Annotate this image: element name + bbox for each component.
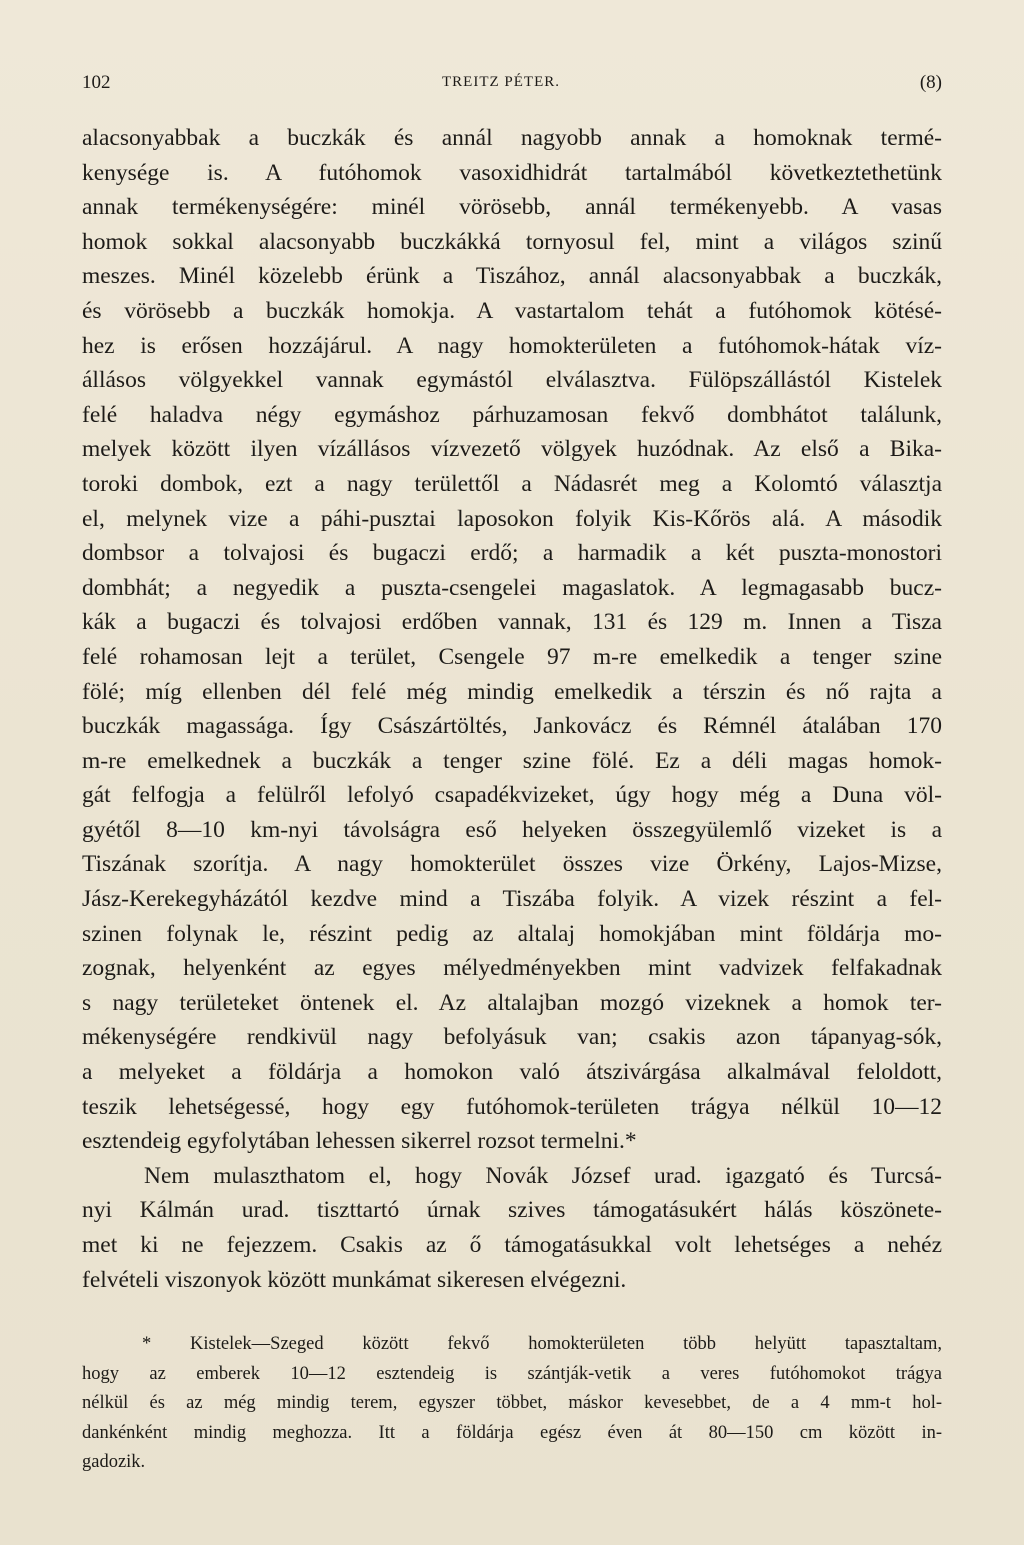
footnote — [82, 1330, 942, 1478]
text-line: a melyeket a földárja a homokon való átszivárgása alkalmával feloldott, — [82, 1059, 942, 1086]
text-line: felvételi viszonyok között munkámat sikeresen elvégezni. — [82, 1266, 627, 1293]
text-line: zognak, helyenként az egyes mélyedményekben mint vadvizek felfakadnak — [82, 955, 942, 982]
text-line: dombsor a tolvajosi és bugaczi erdő; a harmadik a két puszta-monostori — [82, 540, 942, 567]
footnote-line: gadozik. — [82, 1452, 146, 1473]
text-line: teszik lehetségessé, hogy egy futóhomok-területen trágya nélkül 10—12 — [82, 1093, 942, 1120]
running-title: TREITZ PÉTER. — [442, 74, 560, 90]
text-line: gyétől 8—10 km-nyi távolságra eső helyeken összegyülemlő vizeket is a — [82, 816, 942, 843]
footnote-line: dankénként mindig meghozza. Itt a földárja egész éven át 80—150 cm között in- — [82, 1422, 942, 1443]
text-line: gát felfogja a felülről lefolyó csapadékvizeket, úgy hogy még a Duna völ- — [82, 782, 942, 809]
text-line: homok sokkal alacsonyabb buczkákká tornyosul fel, mint a világos szinű — [82, 228, 942, 255]
text-line: Nem mulaszthatom el, hogy Novák József urad. igazgató és Turcsá- — [144, 1162, 942, 1189]
text-line: mékenységére rendkivül nagy befolyásuk van; csakis azon tápanyag-sók, — [82, 1024, 942, 1051]
text-line: Jász-Kerekegyházától kezdve mind a Tiszába folyik. A vizek részint a fel- — [82, 886, 942, 913]
footnote-line: nélkül és az még mindig terem, egyszer többet, máskor kevesebbet, de a 4 mm-t hol- — [82, 1393, 942, 1414]
text-line: Tiszának szorítja. A nagy homokterület összes vize Örkény, Lajos-Mizse, — [82, 851, 942, 878]
text-line: annak termékenységére: minél vörösebb, annál termékenyebb. A vasas — [82, 194, 942, 221]
text-line: s nagy területeket öntenek el. Az altalajban mozgó vizeknek a homok ter- — [82, 989, 942, 1016]
footnote-line: hogy az emberek 10—12 esztendeig is szántják-vetik a veres futóhomokot trágya — [82, 1363, 942, 1384]
text-line: esztendeig egyfolytában lehessen sikerrel rozsot termelni.* — [82, 1128, 637, 1155]
text-line: hez is erősen hozzájárul. A nagy homokterületen a futóhomok-hátak víz- — [82, 332, 942, 359]
text-line: felé rohamosan lejt a terület, Csengele 97 m-re emelkedik a tenger szine — [82, 643, 942, 670]
text-line: buczkák magassága. Így Császártöltés, Jankovácz és Rémnél átalában 170 — [82, 713, 942, 740]
section-marker: (8) — [919, 72, 942, 93]
text-line: dombhát; a negyedik a puszta-csengelei magaslatok. A legmagasabb bucz- — [82, 574, 942, 601]
text-line: m-re emelkednek a buczkák a tenger szine fölé. Ez a déli magas homok- — [82, 747, 942, 774]
text-line: kák a bugaczi és tolvajosi erdőben vannak, 131 és 129 m. Innen a Tisza — [82, 609, 942, 636]
text-line: állásos völgyekkel vannak egymástól elválasztva. Fülöpszállástól Kistelek — [82, 367, 942, 394]
text-line: toroki dombok, ezt a nagy területtől a Nádasrét meg a Kolomtó választja — [82, 470, 942, 497]
text-line: nyi Kálmán urad. tiszttartó úrnak szives támogatásukért hálás köszönete- — [82, 1197, 942, 1224]
text-line: kenysége is. A futóhomok vasoxidhidrát tartalmából következtethetünk — [82, 159, 942, 186]
text-line: meszes. Minél közelebb érünk a Tiszához, annál alacsonyabbak a buczkák, — [82, 263, 942, 290]
text-line: el, melynek vize a páhi-pusztai laposokon folyik Kis-Kőrös alá. A második — [82, 505, 942, 532]
body-text — [82, 121, 942, 1297]
page-header — [82, 72, 942, 98]
text-line: met ki ne fejezzem. Csakis az ő támogatásukkal volt lehetséges a nehéz — [82, 1232, 942, 1258]
text-line: melyek között ilyen vízállásos vízvezető völgyek huzódnak. Az első a Bika- — [82, 436, 942, 463]
page-number: 102 — [82, 72, 111, 93]
text-line: fölé; míg ellenben dél felé még mindig emelkedik a térszin és nő rajta a — [82, 678, 942, 705]
text-line: szinen folynak le, részint pedig az altalaj homokjában mint földárja mo- — [82, 920, 942, 947]
text-line: felé haladva négy egymáshoz párhuzamosan fekvő dombhátot találunk, — [82, 401, 942, 428]
footnote-line: * Kistelek—Szeged között fekvő homokterületen több helyütt tapasztaltam, — [142, 1334, 942, 1354]
text-line: alacsonyabbak a buczkák és annál nagyobb annak a homoknak termé- — [82, 125, 942, 151]
text-line: és vörösebb a buczkák homokja. A vastartalom tehát a futóhomok kötésé- — [82, 297, 942, 324]
